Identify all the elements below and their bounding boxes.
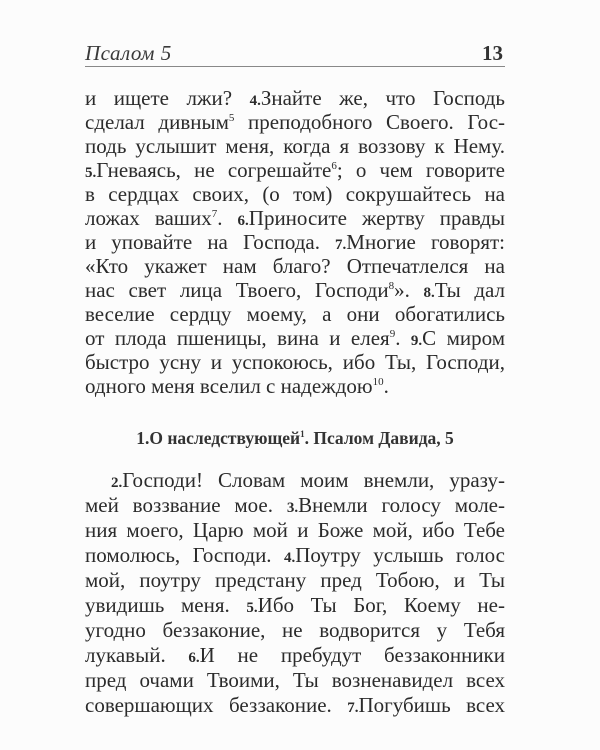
verse-number: 5. (246, 600, 258, 616)
text-run: Приносите жертву правды (248, 206, 506, 230)
text-run: . (217, 206, 238, 230)
running-header (85, 40, 505, 67)
verse-number: 7. (335, 237, 347, 253)
text-line (85, 254, 505, 278)
text-run: ложах ваших (85, 206, 212, 230)
text-run: ». (394, 278, 424, 302)
text-run: Господи! Словам моим внемли, уразу- (122, 468, 505, 492)
text-line (85, 374, 505, 398)
verse-number: 6. (237, 213, 249, 229)
text-line (85, 643, 505, 668)
text-line (85, 518, 505, 543)
text-line (85, 182, 505, 206)
text-line (85, 543, 505, 568)
text-run: С миром (422, 326, 505, 350)
text-run: одного меня вселил с надеждою (85, 374, 373, 398)
footnote-ref: 7 (211, 208, 218, 220)
verse-number: 6. (188, 650, 200, 666)
text-run: Многие говорят: (346, 230, 505, 254)
text-run: от плода пшеницы, вина и елея (85, 326, 390, 350)
text-run: Погубишь всех (358, 693, 506, 717)
text-line (85, 568, 505, 593)
text-run: мой, поутру предстану пред Тобою, и Ты (85, 568, 505, 592)
text-run: 1.О наследствующей (136, 428, 301, 448)
text-run: и уповайте на Господа. (85, 230, 336, 254)
text-run: в сердцах своих, (о том) сокрушайтесь на (85, 182, 505, 206)
text-run: подь услышит меня, когда я воззову к Нему. (85, 134, 505, 158)
text-run: . (383, 374, 389, 398)
text-run: сделал дивным (85, 110, 229, 134)
psalm-heading (85, 426, 505, 450)
verse-number: 4. (284, 550, 296, 566)
text-line (85, 618, 505, 643)
verse-number: 9. (410, 333, 423, 349)
verse-number: 8. (423, 285, 435, 301)
text-run: мей воззвание мое. (85, 493, 287, 517)
footnote-ref: 6 (331, 160, 337, 172)
text-run: увидишь меня. (85, 593, 247, 617)
paragraph-psalm5 (85, 468, 505, 718)
text-run: . Псалом Давида, 5 (304, 428, 454, 448)
footnote-ref: 9 (389, 328, 396, 340)
text-run: ния моего, Царю мой и Боже мой, ибо Тебе (85, 518, 505, 542)
text-run: помолюсь, Господи. (85, 543, 285, 567)
text-run: Гневаясь, не согрешайте (96, 158, 332, 182)
text-line (85, 693, 505, 718)
verse-number: 4. (249, 93, 261, 109)
text-line (85, 158, 505, 182)
text-run: преподобного Своего. Гос- (234, 110, 506, 134)
text-run: быстро усну и успокоюсь, ибо Ты, Господи, (85, 350, 505, 374)
verse-number: 5. (85, 165, 97, 181)
text-line (85, 668, 505, 693)
text-run: И не пребудут беззаконники (199, 643, 505, 667)
text-line (85, 493, 505, 518)
text-run: ; о чем говорите (336, 158, 505, 182)
text-run: Ибо Ты Бог, Коему не- (257, 593, 505, 617)
text-run: . (395, 326, 411, 350)
text-run: совершающих беззаконие. (85, 693, 348, 717)
text-run: Знайте же, что Господь (260, 86, 505, 110)
text-line (85, 468, 505, 493)
text-run: угодно беззаконие, не водворится у Тебя (85, 618, 505, 642)
text-run: лукавый. (85, 643, 189, 667)
text-line (85, 230, 505, 254)
text-line (85, 206, 505, 230)
text-run: нас свет лица Твоего, Господи (85, 278, 389, 302)
verse-number: 3. (286, 500, 299, 516)
text-line (85, 278, 505, 302)
footnote-ref: 8 (388, 280, 395, 292)
footnote-ref: 10 (372, 376, 384, 388)
page-number: 13 (482, 41, 503, 65)
text-run: веселие сердцу моему, а они обогатились (85, 302, 505, 326)
text-run: «Кто укажет нам благо? Отпечатлелся на (85, 254, 505, 278)
text-run: Внемли голосу моле- (298, 493, 505, 517)
text-run: и ищете лжи? (85, 86, 250, 110)
text-line (85, 593, 505, 618)
text-line (85, 110, 505, 134)
footnote-ref: 1 (300, 429, 305, 440)
running-title: Псалом 5 (85, 41, 172, 65)
footnote-ref: 5 (228, 112, 235, 124)
text-run: Ты дал (434, 278, 506, 302)
paragraph-psalm4-ending (85, 86, 505, 398)
text-line (85, 350, 505, 374)
verse-number: 7. (347, 700, 359, 716)
text-line (85, 134, 505, 158)
text-run: Поутру услышь голос (295, 543, 505, 567)
text-line (85, 326, 505, 350)
text-run: пред очами Твоими, Ты возненавидел всех (85, 668, 505, 692)
text-line (85, 86, 505, 110)
text-line (85, 302, 505, 326)
verse-number: 2. (111, 475, 123, 491)
